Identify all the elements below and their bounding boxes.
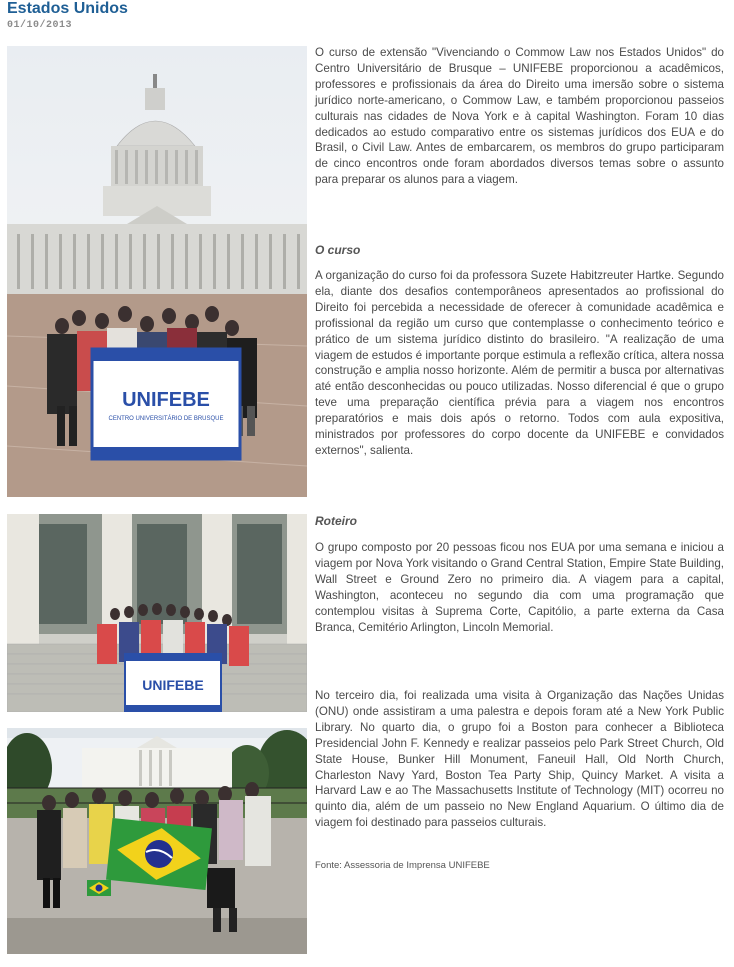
photo-steps bbox=[7, 514, 307, 712]
article-intro: O curso de extensão "Vivenciando o Commow Law nos Estados Unidos" do Centro Universitário de Brusque – UNIFEBE proporcionou a acadêmicos, professores e profissionais da área do Direito uma imersão sobre o sistema jurídico norte-americano, o Commow Law, e também proporcionou passeios culturais nas cidades de Nova York e à capital Washington. Foram 10 dias dedicados ao estudo comparativo entre os sistemas jurídicos dos EUA e do Brasil, o Civil Law. Antes de embarcarem, os membros do grupo participaram de cinco encontros onde foram abordados diversos temas sobre o assunto para preparar os alunos para a viagem. bbox=[315, 46, 724, 187]
photo-capitol bbox=[7, 46, 307, 497]
section-third-day-text: No terceiro dia, foi realizada uma visita à Organização das Nações Unidas (ONU) onde assistiram a uma palestra e depois foram até a New York Public Library. No quarto dia, o grupo foi a Boston para conhecer a Biblioteca Presidencial John F. Kennedy e realizar passeios pelo Park Street Church, Old State House, Bunker Hill Monument, Faneuil Hall, Old North Church, Charleston Navy Yard, Boston Tea Party Ship, Quincy Market. A visita a Harvard Law e ao The Massachusetts Institute of Technology (MIT) ocorreu no quinto dia, além de um passeio no New England Aquarium. O último dia de viagem foi destinado para passeios culturais. bbox=[315, 689, 724, 830]
photo-white-house bbox=[7, 728, 307, 954]
heading-o-curso: O curso bbox=[315, 243, 361, 257]
article-title: Estados Unidos bbox=[7, 0, 128, 17]
banner-text: UNIFEBE bbox=[122, 389, 210, 411]
heading-roteiro: Roteiro bbox=[315, 514, 357, 528]
source-credit: Fonte: Assessoria de Imprensa UNIFEBE bbox=[315, 860, 490, 871]
section-roteiro-text: O grupo composto por 20 pessoas ficou nos EUA por uma semana e iniciou a viagem por Nova York visitando o Grand Central Station, Empire State Building, Wall Street e Ground Zero no primeiro dia. A viagem para a capital, Washington, aconteceu no segundo dia com uma programação que contemplou visitas à Suprema Corte, Capitólio, a parte externa da Casa Branca, Cemitério Arlington, Lincoln Memorial. bbox=[315, 541, 724, 634]
article-date: 01/10/2013 bbox=[7, 20, 73, 31]
white-house-illustration bbox=[7, 728, 307, 954]
brazil-flag bbox=[106, 818, 212, 890]
steps-illustration bbox=[7, 514, 307, 712]
banner-subtext: CENTRO UNIVERSITÁRIO DE BRUSQUE bbox=[108, 416, 224, 422]
section-o-curso-text: A organização do curso foi da professora Suzete Habitzreuter Hartke. Segundo ela, diante dos desafios contemporâneos apresentados ao profissional do Direito foi percebida a necessidade de oferecer à comunidade acadêmica e profissional da região um curso que contemplasse o conhecimento teórico e prático de um sistema jurídico distinto do brasileiro. "A realização de uma viagem de estudos é importante porque estimula a reflexão crítica, altera nossa construção e amplia nosso horizonte. Além de permitir a busca por alternativas até então desconhecidas ou pouco utilizadas. Nosso diferencial é que o grupo teve uma preparação científica prévia para a viagem nos encontros preparatórios e mais dois após o retorno. Todos com aula expositiva, ministrados por professores do corpo docente da UNIFEBE e convidados externos", salienta. bbox=[315, 269, 724, 457]
capitol-illustration bbox=[7, 46, 307, 497]
banner-text-2: UNIFEBE bbox=[142, 677, 204, 693]
